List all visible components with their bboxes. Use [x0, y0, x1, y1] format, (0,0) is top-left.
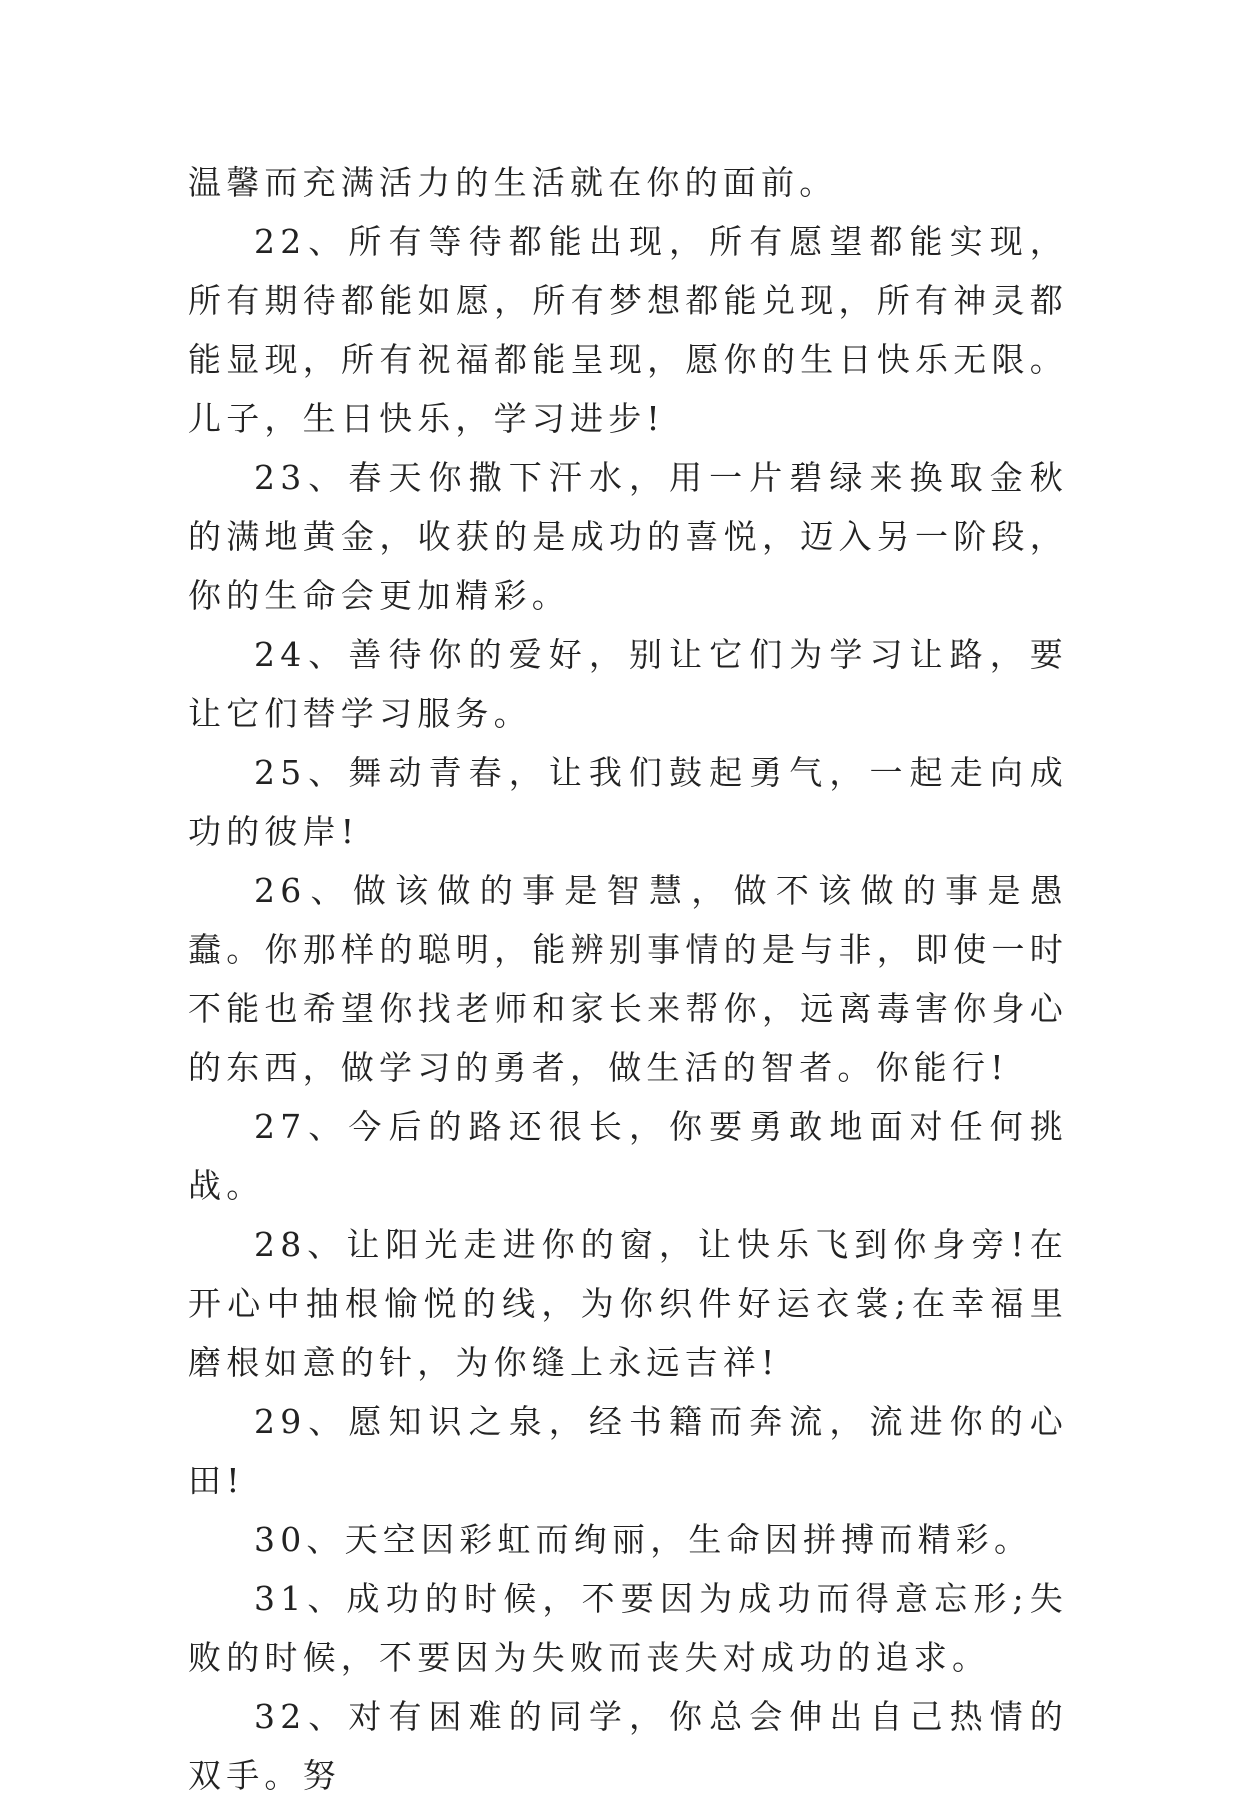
paragraph-25: 25、舞动青春，让我们鼓起勇气，一起走向成功的彼岸! — [188, 753, 1068, 851]
paragraph-26: 26、做该做的事是智慧，做不该做的事是愚蠢。你那样的聪明，能辨别事情的是与非，即使一时不能也希望你找老师和家长来帮你，远离毒害你身心的东西，做学习的勇者，做生活的智者。你能行! — [188, 871, 1068, 1087]
paragraph-29: 29、愿知识之泉，经书籍而奔流，流进你的心田! — [188, 1402, 1068, 1500]
paragraph-23: 23、春天你撒下汗水，用一片碧绿来换取金秋的满地黄金，收获的是成功的喜悦，迈入另一阶段，你的生命会更加精彩。 — [188, 458, 1068, 615]
paragraph-24: 24、善待你的爱好，别让它们为学习让路，要让它们替学习服务。 — [188, 635, 1068, 733]
paragraph-32: 32、对有困难的同学，你总会伸出自己热情的双手。努 — [188, 1697, 1068, 1795]
paragraph-31: 31、成功的时候，不要因为成功而得意忘形;失败的时候，不要因为失败而丧失对成功的追求。 — [188, 1579, 1068, 1677]
paragraph-27: 27、今后的路还很长，你要勇敢地面对任何挑战。 — [188, 1107, 1068, 1205]
document-body — [188, 153, 1068, 1805]
paragraph-22: 22、所有等待都能出现，所有愿望都能实现，所有期待都能如愿，所有梦想都能兑现，所有神灵都能显现，所有祝福都能呈现，愿你的生日快乐无限。儿子，生日快乐，学习进步! — [188, 222, 1068, 438]
paragraph-28: 28、让阳光走进你的窗，让快乐飞到你身旁!在开心中抽根愉悦的线，为你织件好运衣裳;在幸福里磨根如意的针，为你缝上永远吉祥! — [188, 1225, 1068, 1382]
paragraph-30: 30、天空因彩虹而绚丽，生命因拼搏而精彩。 — [254, 1520, 1033, 1559]
paragraph-continuation: 温馨而充满活力的生活就在你的面前。 — [188, 163, 838, 202]
